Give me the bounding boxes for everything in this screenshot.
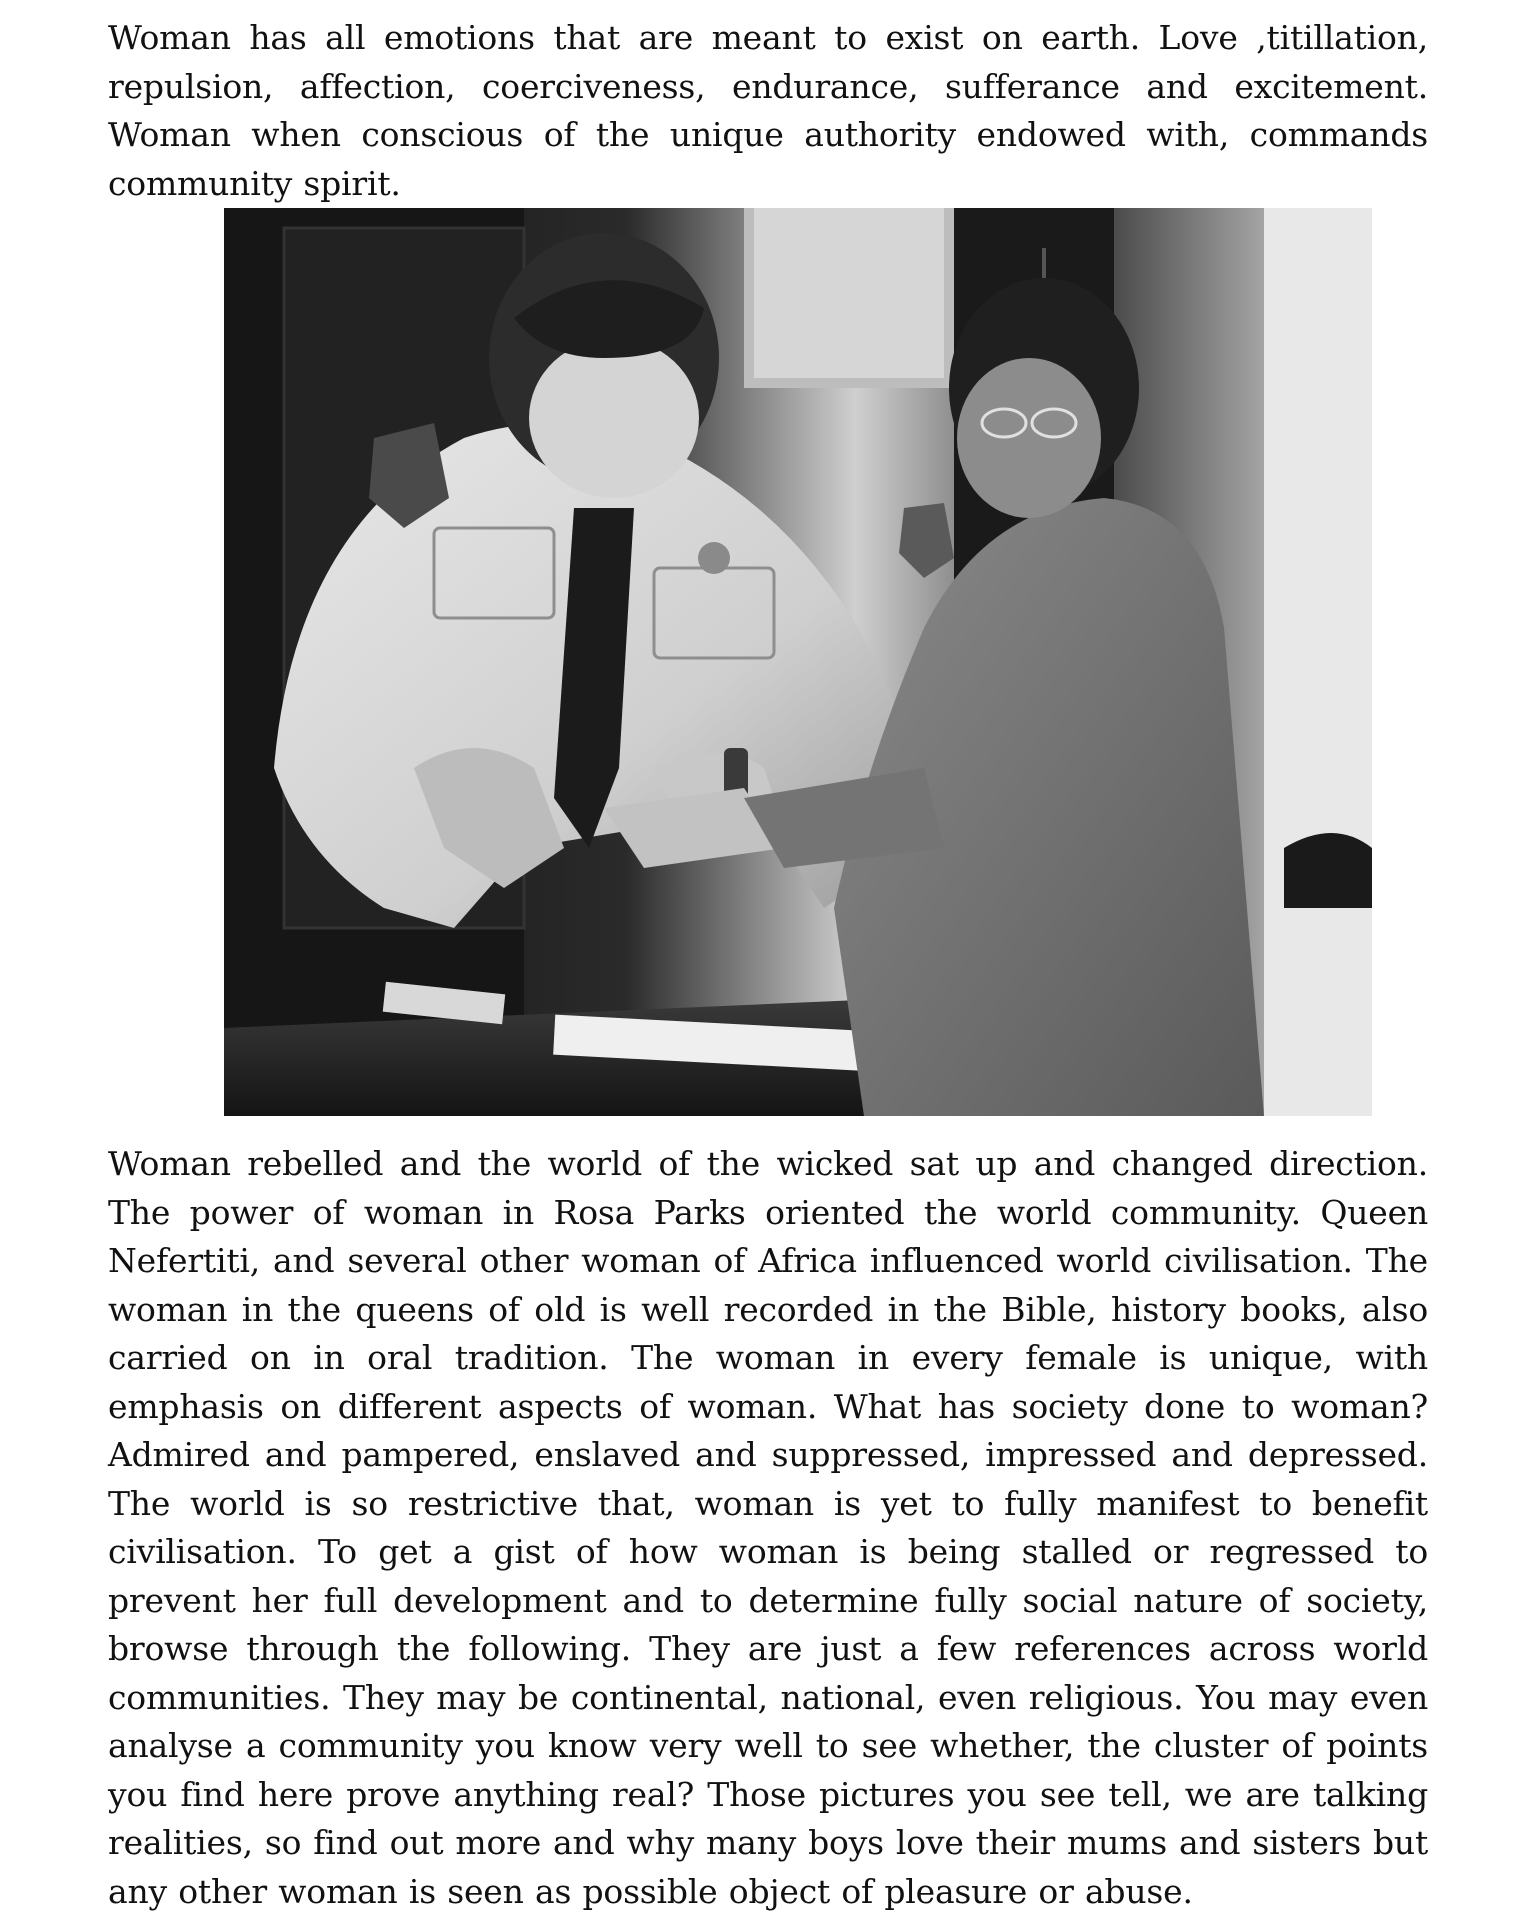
intro-paragraph: Woman has all emotions that are meant to exist on earth. Love ,titillation, repulsion, affection, coerciveness, endurance, sufferance and excitement. Woman when conscious of the unique authority endowed with, commands community spirit. xyxy=(108,18,1428,203)
photograph xyxy=(224,208,1372,1116)
document-page xyxy=(108,14,1428,1911)
photo-illustration xyxy=(224,208,1372,1116)
body-paragraph: Woman rebelled and the world of the wicked sat up and changed direction. The power of woman in Rosa Parks oriented the world community. Queen Nefertiti, and several other woman of Africa influenced world civilisation. The woman in the queens of old is well recorded in the Bible, history books, also carried on in oral tradition. The woman in every female is unique, with emphasis on different aspects of woman. What has society done to woman? Admired and pampered, enslaved and suppressed, impressed and depressed. The world is so restrictive that, woman is yet to fully manifest to benefit civilisation. To get a gist of how woman is being stalled or regressed to prevent her full development and to determine fully social nature of society, browse through the following. They are just a few references across world communities. They may be continental, national, even religious. You may even analyse a community you know very well to see whether, the cluster of points you find here prove anything real? Those pictures you see tell, we are talking realities, so find out more and why many boys love their mums and sisters but any other woman is seen as possible object of pleasure or abuse. xyxy=(108,1144,1428,1911)
